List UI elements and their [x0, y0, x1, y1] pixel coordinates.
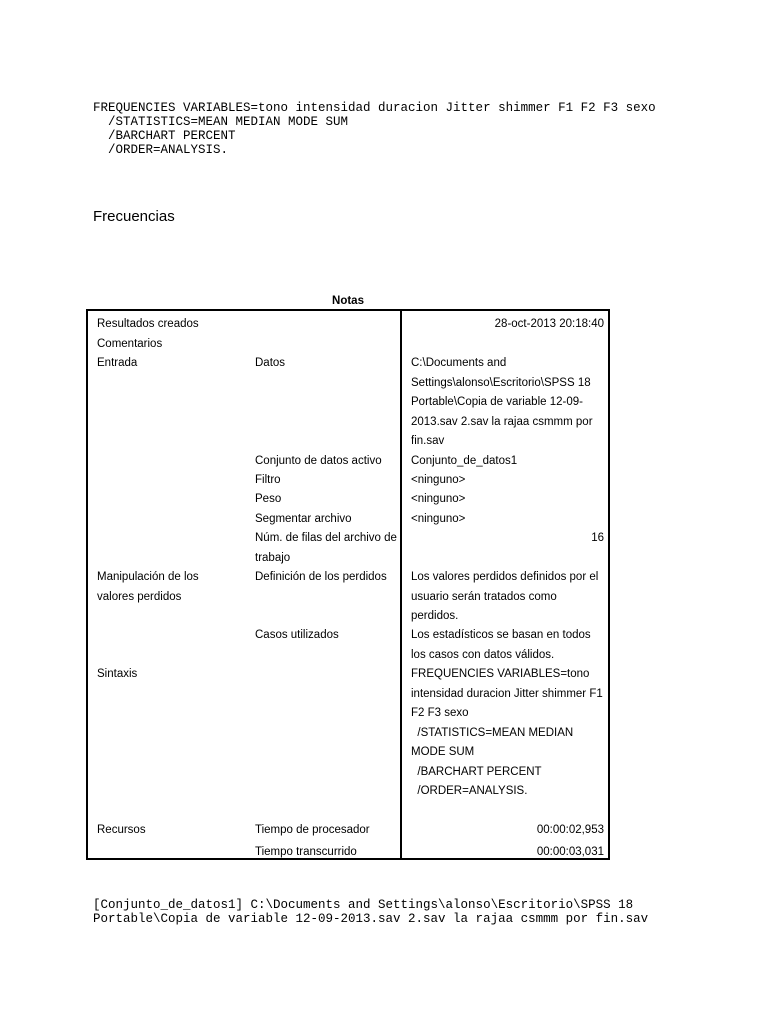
- sublabel-datos: Datos: [255, 357, 286, 369]
- footer-line: [Conjunto_de_datos1] C:\Documents and Settings\alonso\Escritorio\SPSS 18: [93, 898, 634, 912]
- value-num-filas: 16: [591, 532, 604, 544]
- section-heading: Frecuencias: [93, 208, 175, 225]
- syntax-line: FREQUENCIES VARIABLES=tono intensidad duracion Jitter shimmer F1 F2 F3 sexo: [93, 101, 656, 115]
- value-tiempo-procesador: 00:00:02,953: [536, 824, 604, 836]
- row-label-entrada: Entrada: [97, 357, 138, 369]
- row-label-sintaxis: Sintaxis: [97, 668, 138, 680]
- sublabel-tiempo-transcurrido: Tiempo transcurrido: [255, 846, 357, 858]
- row-label-comentarios: Comentarios: [97, 338, 163, 350]
- value-peso: <ninguno>: [411, 493, 466, 505]
- value-resultados: 28-oct-2013 20:18:40: [494, 318, 604, 330]
- value-tiempo-transcurrido: 00:00:03,031: [536, 846, 604, 858]
- value-sintaxis: FREQUENCIES VARIABLES=tono intensidad duracion Jitter shimmer F1 F2 F3 sexo /STATISTICS=MEAN MEDIAN MODE SUM /BARCHART PERCENT /ORDER=ANALYSIS.: [411, 668, 603, 797]
- syntax-line: /BARCHART PERCENT: [93, 129, 236, 143]
- value-definicion: Los valores perdidos definidos por el usuario serán tratados como perdidos.: [411, 571, 599, 622]
- value-conjunto: Conjunto_de_datos1: [411, 455, 518, 467]
- syntax-line: /STATISTICS=MEAN MEDIAN MODE SUM: [93, 115, 349, 129]
- sublabel-segmentar: Segmentar archivo: [255, 513, 352, 525]
- sublabel-definicion: Definición de los perdidos: [255, 571, 387, 583]
- sublabel-casos: Casos utilizados: [255, 629, 339, 641]
- notes-table: [86, 309, 610, 860]
- column-divider: [400, 311, 402, 858]
- value-segmentar: <ninguno>: [411, 513, 466, 525]
- dataset-path-block: [93, 898, 648, 926]
- value-filtro: <ninguno>: [411, 474, 466, 486]
- row-label-resultados: Resultados creados: [97, 318, 199, 330]
- table-title: Notas: [332, 295, 364, 307]
- row-label-recursos: Recursos: [97, 824, 146, 836]
- value-datos: C:\Documents and Settings\alonso\Escritorio\SPSS 18 Portable\Copia de variable 12-09-2013.sav 2.sav la rajaa csmmm por fin.sav: [411, 357, 593, 447]
- value-casos: Los estadísticos se basan en todos los casos con datos válidos.: [411, 629, 591, 661]
- sublabel-conjunto: Conjunto de datos activo: [255, 455, 382, 467]
- sublabel-filtro: Filtro: [255, 474, 281, 486]
- sublabel-peso: Peso: [255, 493, 282, 505]
- footer-line: Portable\Copia de variable 12-09-2013.sav 2.sav la rajaa csmmm por fin.sav: [93, 912, 649, 926]
- syntax-line: /ORDER=ANALYSIS.: [93, 143, 229, 157]
- syntax-command-block: [93, 101, 656, 157]
- row-label-manipulacion: Manipulación de los valores perdidos: [97, 571, 199, 603]
- sublabel-num-filas: Núm. de filas del archivo de trabajo: [255, 532, 397, 564]
- sublabel-tiempo-procesador: Tiempo de procesador: [255, 824, 370, 836]
